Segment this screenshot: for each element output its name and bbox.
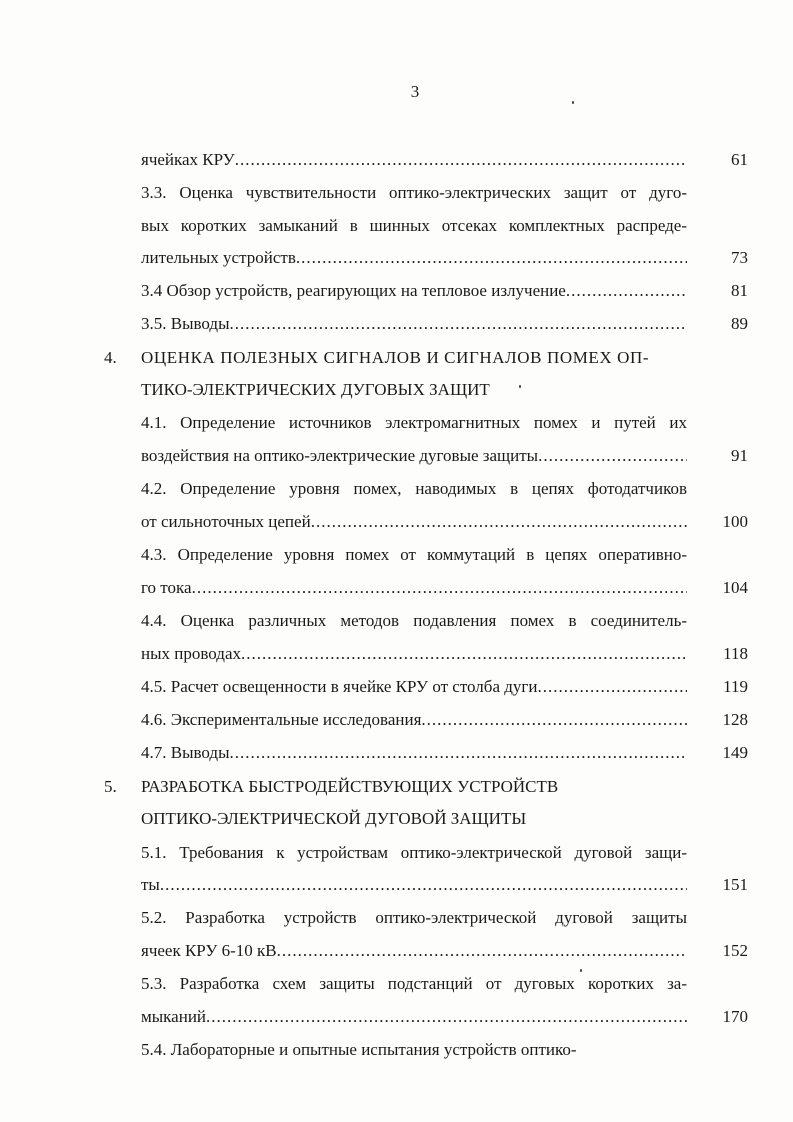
toc-entry — [141, 478, 687, 500]
toc-entry-text: 5.1. Требования к устройствам оптико-электрической дуговой защи- — [141, 843, 687, 862]
toc-entry-text: 5.4. Лабораторные и опытные испытания устройств оптико- — [141, 1040, 577, 1059]
toc-entry — [141, 577, 687, 599]
toc-entry — [141, 842, 687, 864]
toc-entry-text: 5.3. Разработка схем защиты подстанций от дуговых коротких за- — [141, 974, 687, 993]
toc-entry-text: мыканий — [141, 1007, 207, 1026]
toc-entry-text: вых коротких замыканий в шинных отсеках комплектных распреде- — [141, 216, 687, 235]
toc-page: 118 — [723, 644, 748, 663]
toc-entry-text: ячеек КРУ 6-10 кВ — [141, 941, 277, 960]
toc-page: 170 — [722, 1007, 748, 1026]
toc-entry — [141, 610, 687, 632]
toc-page: 149 — [722, 743, 748, 762]
chapter-title: ОЦЕНКА ПОЛЕЗНЫХ СИГНАЛОВ И СИГНАЛОВ ПОМЕХ ОП- — [141, 348, 650, 367]
toc-entry-text: 5.2. Разработка устройств оптико-электрической дуговой защиты — [141, 908, 687, 927]
toc-entry — [141, 149, 687, 171]
toc-entry — [141, 247, 687, 269]
toc-page: 128 — [722, 710, 748, 729]
toc-entry — [141, 676, 687, 698]
toc-page: 73 — [731, 248, 748, 267]
toc-entry — [141, 709, 687, 731]
toc-page: 61 — [731, 150, 748, 169]
toc-entry — [141, 742, 687, 764]
toc-entry — [141, 215, 687, 237]
toc-entry-text: ячейках КРУ — [141, 150, 235, 169]
toc-page: 104 — [722, 578, 748, 597]
toc-page: 100 — [722, 512, 748, 531]
toc-entry — [141, 412, 687, 434]
chapter-title: РАЗРАБОТКА БЫСТРОДЕЙСТВУЮЩИХ УСТРОЙСТВ — [141, 777, 559, 796]
toc-entry — [141, 511, 687, 533]
chapter-number: 4. — [104, 348, 117, 367]
toc-entry-text: 4.7. Выводы — [141, 743, 230, 762]
toc-entry-text: 4.4. Оценка различных методов подавления помех в соединитель- — [141, 611, 687, 630]
toc-entry — [141, 182, 687, 204]
toc-entry — [141, 313, 687, 335]
toc-page: 81 — [731, 281, 748, 300]
toc-entry-text: воздействия на оптико-электрические дуговые защиты — [141, 446, 539, 465]
chapter-number: 5. — [104, 777, 117, 796]
toc-page: 151 — [722, 875, 748, 894]
toc-entry-text: 4.3. Определение уровня помех от коммутаций в цепях оперативно- — [141, 545, 687, 564]
toc-entry-text: лительных устройств — [141, 248, 296, 267]
toc-entry-text: 4.6. Экспериментальные исследования — [141, 710, 422, 729]
toc-entry — [141, 907, 687, 929]
toc-entry-text: ных проводах — [141, 644, 241, 663]
toc-entry-text: от сильноточных цепей — [141, 512, 311, 531]
toc-entry-text: 3.5. Выводы — [141, 314, 230, 333]
toc-entry — [141, 973, 687, 995]
toc-page: 91 — [731, 446, 748, 465]
toc-entry — [141, 1006, 687, 1028]
chapter-title: ТИКО-ЭЛЕКТРИЧЕСКИХ ДУГОВЫХ ЗАЩИТ — [141, 380, 490, 399]
toc-entry-text: 4.5. Расчет освещенности в ячейке КРУ от столба дуги — [141, 677, 538, 696]
toc-entry-text: 4.1. Определение источников электромагнитных помех и путей их — [141, 413, 687, 432]
scan-speck — [572, 101, 574, 104]
toc-entry-text: ты — [141, 875, 160, 894]
toc-entry-text: 3.3. Оценка чувствительности оптико-электрических защит от дуго- — [141, 183, 687, 202]
chapter-title: ОПТИКО-ЭЛЕКТРИЧЕСКОЙ ДУГОВОЙ ЗАЩИТЫ — [141, 809, 527, 828]
toc-entry — [141, 1039, 687, 1061]
toc-entry — [141, 940, 687, 962]
toc-entry — [141, 874, 687, 896]
toc-entry — [141, 544, 687, 566]
toc-page: 152 — [722, 941, 748, 960]
toc-entry — [141, 280, 687, 302]
toc-entry-text: го тока — [141, 578, 192, 597]
toc-entry — [141, 643, 687, 665]
toc-entry-text: 4.2. Определение уровня помех, наводимых в цепях фотодатчиков — [141, 479, 687, 498]
toc-page: 89 — [731, 314, 748, 333]
scan-speck — [580, 969, 582, 972]
scan-speck — [519, 385, 521, 388]
toc-entry-text: 3.4 Обзор устройств, реагирующих на тепловое излучение — [141, 281, 566, 300]
toc-page: 119 — [723, 677, 748, 696]
page-number: 3 — [410, 82, 420, 101]
toc-entry — [141, 445, 687, 467]
